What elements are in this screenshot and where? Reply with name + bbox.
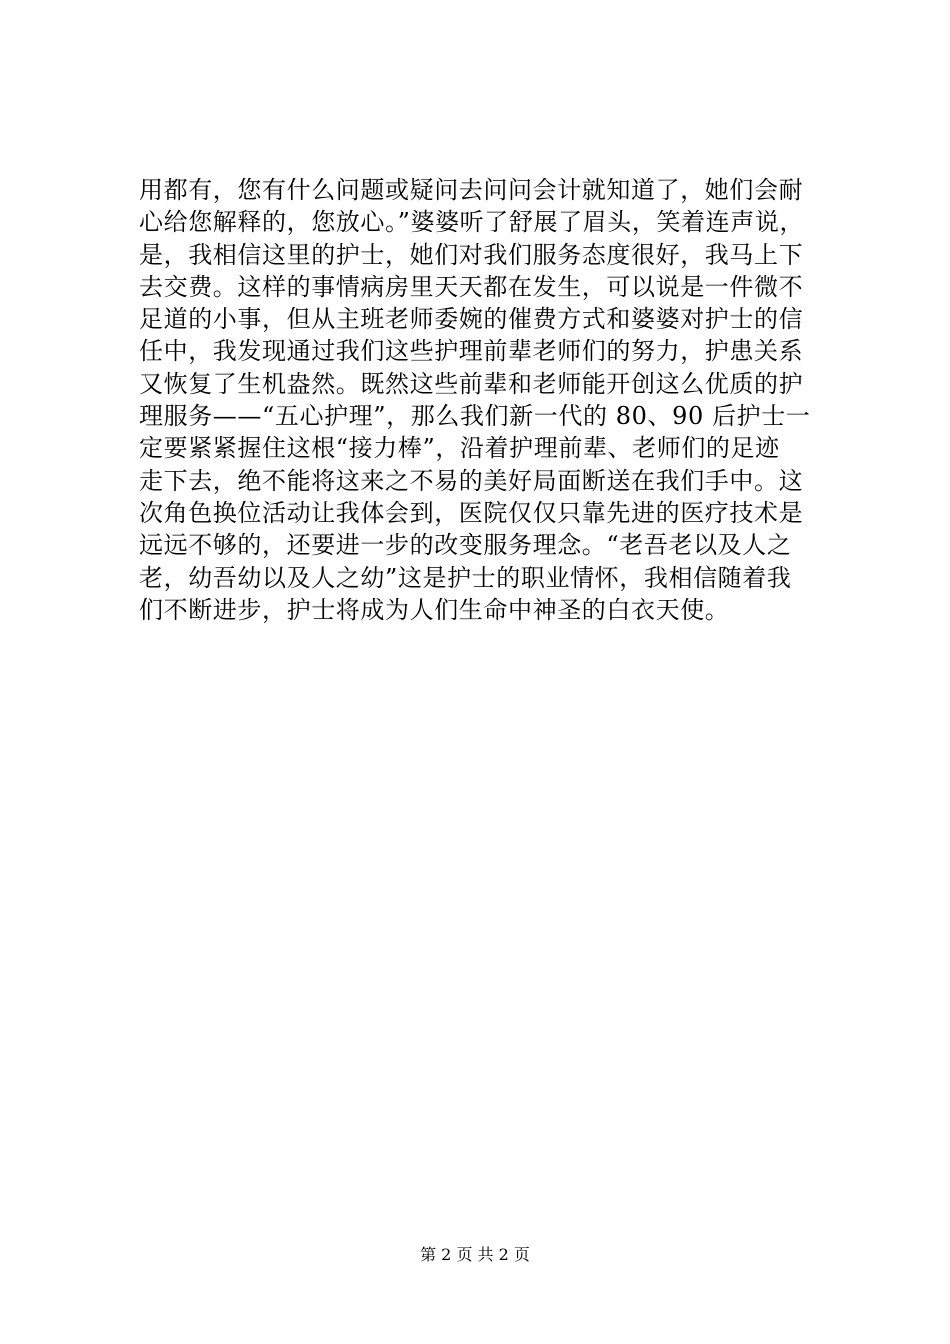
text-line-12: 远远不够的，还要进一步的改变服务理念。“老吾老以及人之 <box>139 531 792 560</box>
text-line-14: 们不断进步，护士将成为人们生命中神圣的白衣天使。 <box>139 595 730 624</box>
text-line-3: 是，我相信这里的护士，她们对我们服务态度很好，我马上下 <box>139 240 804 269</box>
text-line-9: 定要紧紧握住这根“接力棒”，沿着护理前辈、老师们的足迹 <box>139 434 780 463</box>
page-number: 第 2 页 共 2 页 <box>420 1245 530 1264</box>
body-paragraph <box>139 174 819 626</box>
text-line-13: 老，幼吾幼以及人之幼”这是护士的职业情怀，我相信随着我 <box>139 563 792 592</box>
text-line-11: 次角色换位活动让我体会到，医院仅仅只靠先进的医疗技术是 <box>139 498 804 527</box>
page-footer <box>0 1244 950 1266</box>
text-line-5: 足道的小事，但从主班老师委婉的催费方式和婆婆对护士的信 <box>139 305 804 334</box>
text-line-1: 用都有，您有什么问题或疑问去问问会计就知道了，她们会耐 <box>139 176 804 204</box>
text-line-10: 走下去，绝不能将这来之不易的美好局面断送在我们手中。这 <box>139 466 804 495</box>
text-line-6: 任中，我发现通过我们这些护理前辈老师们的努力，护患关系 <box>139 337 804 366</box>
text-line-8: 理服务——“五心护理”，那么我们新一代的 80、90 后护士一 <box>139 402 811 431</box>
text-line-4: 去交费。这样的事情病房里天天都在发生，可以说是一件微不 <box>139 272 804 301</box>
text-line-2: 心给您解释的，您放心。”婆婆听了舒展了眉头，笑着连声说， <box>139 208 805 237</box>
text-line-7: 又恢复了生机盎然。既然这些前辈和老师能开创这么优质的护 <box>139 369 804 398</box>
